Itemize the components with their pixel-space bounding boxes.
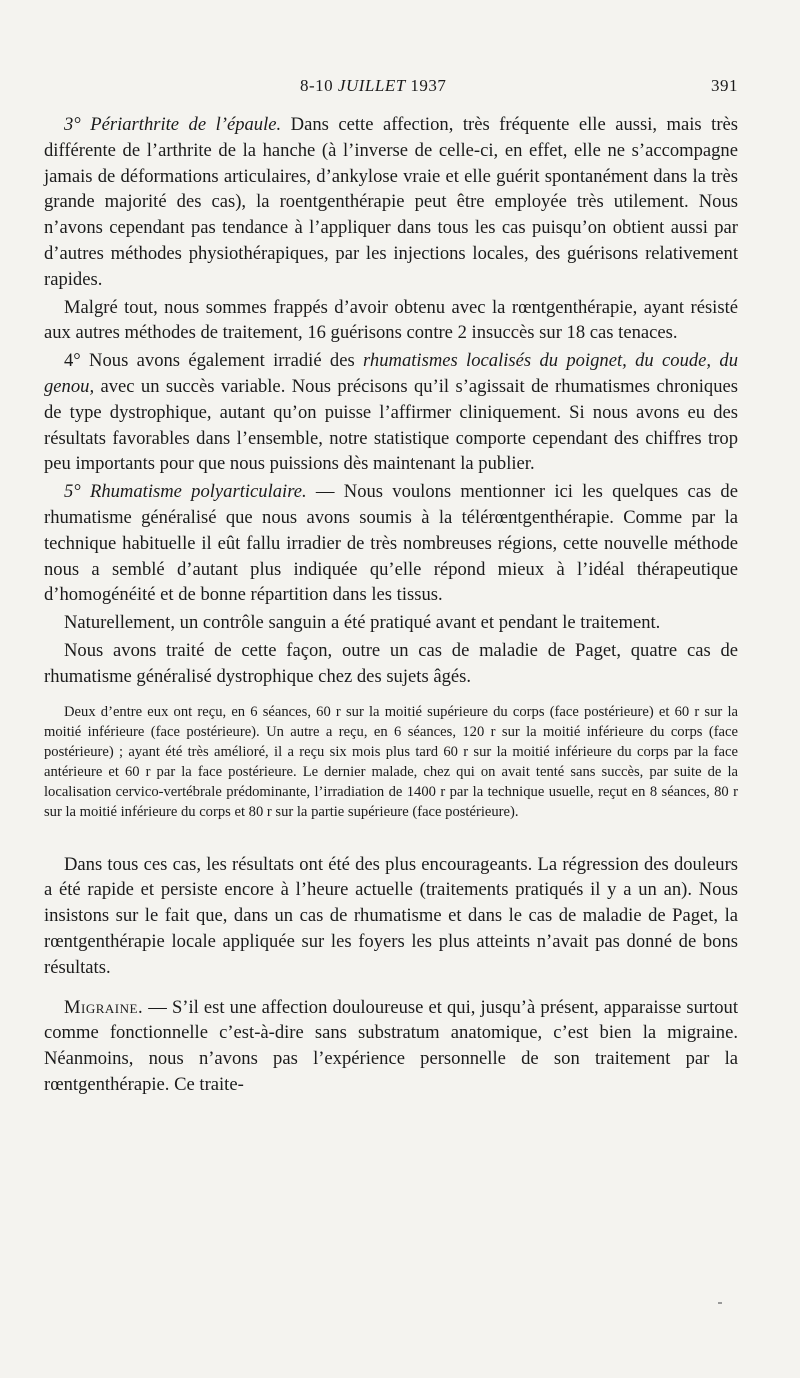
header-date-prefix: 8-10 [300,76,334,95]
page-body [44,112,738,1098]
paragraph-periarthrite: 3° Périarthrite de l’épaule. Dans cette affection, très fréquente elle aussi, mais très différente de l’arthrite de la hanche (à l’inverse de celle-ci, en effet, elle ne s’accompagne jamais de déformations articulaires, d’ankylose vraie et elle guérit spontanément dans la très grande majorité des cas), la roentgenthérapie peut être employée très utilement. Nous n’avons cependant pas tendance à l’appliquer dans tous les cas puisqu’on obtient aussi par d’autres méthodes physiothérapiques, par les injections locales, des guérisons relativement rapides. [44,114,739,290]
italic-rhumatismes-localises: rhumatismes localisés du poignet, du coude, du genou, [44,350,738,397]
running-head [300,76,446,96]
section-title-periarthrite: 3° Périarthrite de l’épaule. [64,114,282,135]
paragraph-cas-traites: Nous avons traité de cette façon, outre un cas de maladie de Paget, quatre cas de rhumatisme généralisé dystrophique chez des sujets âgés. [44,639,738,687]
header-date-year: 1937 [410,76,447,95]
small-print-dosage-details: Deux d’entre eux ont reçu, en 6 séances, 60 r sur la moitié supérieure du corps (face postérieure) et 60 r sur la moitié inférieure (face postérieure). Un autre a reçu, en 6 séances, 120 r sur la moitié inférieure du corps (face postérieure) ; ayant été très amélioré, il a reçu six mois plus tard 60 r sur la moitié inférieure du corps par la face antérieure et 60 r par la face postérieure. Le dernier malade, chez qui on avait tenté sans succès, par suite de la localisation cervico-vertébrale prédominante, l’irradiation de 1400 r par la technique usuelle, reçut en 8 séances, 80 r sur la moitié inférieure du corps et 80 r sur la partie supérieure (face postérieure). [44,703,738,820]
paragraph-resultats: Dans tous ces cas, les résultats ont été des plus encourageants. La régression des douleurs a été rapide et persiste encore à l’heure actuelle (traitements pratiqués il y a un an). Nous insistons sur le fait que, dans un cas de rhumatisme et dans le cas de maladie de Paget, la rœntgenthérapie locale appliquée sur les foyers les plus atteints n’avait pas donné de bons résultats. [44,853,738,978]
section-title-polyarticulaire: 5° Rhumatisme polyarticulaire. [64,481,307,503]
page-header [48,76,738,100]
paragraph-rhumatisme-polyarticulaire: 5° Rhumatisme polyarticulaire. — Nous voulons mentionner ici les quelques cas de rhumatisme généralisé que nous avons soumis à la télérœntgenthérapie. Comme par la technique habituelle il eût fallu irradier de très nombreuses régions, cette nouvelle méthode nous a semblé d’autant plus indiquée qu’elle répond mieux à l’idéal thérapeutique d’homogénéité et de bonne répartition dans les tissus. [44,481,738,606]
paragraph-controle-sanguin: Naturellement, un contrôle sanguin a été pratiqué avant et pendant le traitement. [64,612,661,634]
paragraph-rhumatismes-localises: 4° Nous avons également irradié des rhumatismes localisés du poignet, du coude, du genou, avec un succès variable. Nous précisons qu’il s’agissait de rhumatismes chroniques de type dystrophique, autant qu’on puisse l’affirmer cliniquement. Si nous avons eu des résultats favorables dans l’ensemble, notre statistique comporte cependant des chiffres trop peu importants pour que nous puissions dès maintenant la publier. [44,350,738,475]
paragraph-migraine: Migraine. — S’il est une affection douloureuse et qui, jusqu’à présent, apparaisse surtout comme fonctionnelle c’est-à-dire sans substratum anatomique, c’est bien la migraine. Néanmoins, nous n’avons pas l’expérience personnelle de son traitement par la rœntgenthérapie. Ce traite- [44,996,738,1095]
section-title-migraine: Migraine. [64,996,144,1018]
page-number: 391 [711,76,738,95]
paragraph-malgre-tout: Malgré tout, nous sommes frappés d’avoir obtenu avec la rœntgenthérapie, ayant résisté aux autres méthodes de traitement, 16 guérisons contre 2 insuccès sur 18 cas tenaces. [44,296,738,344]
header-date-month: JUILLET [337,76,406,95]
print-speck [718,1302,722,1304]
